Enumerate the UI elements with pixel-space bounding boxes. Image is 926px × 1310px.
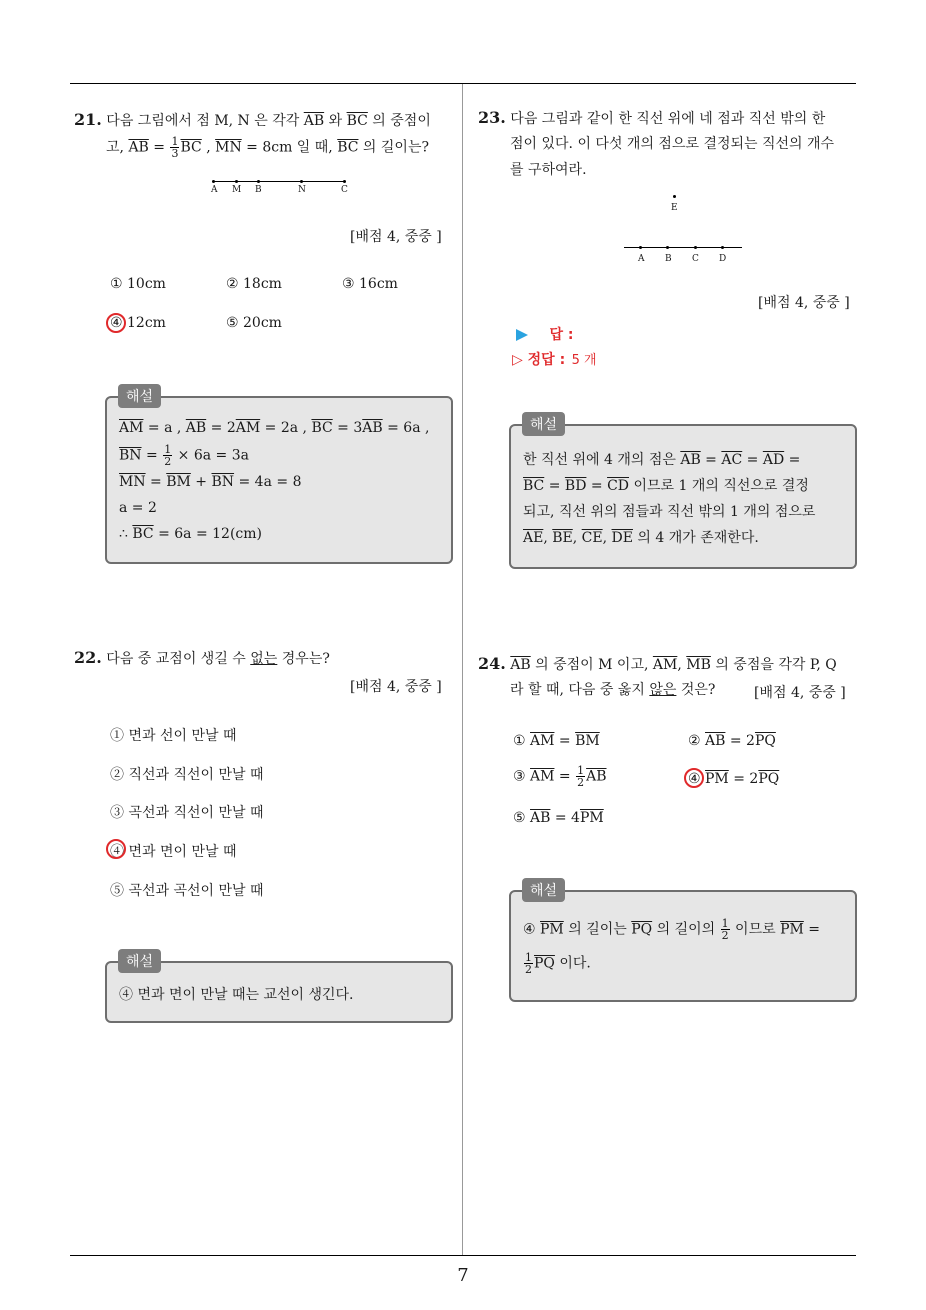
answer-circle-mark — [106, 313, 126, 333]
q21-exp-line5: ∴ $\overline{BC} = 6a = 12(cm)$ — [119, 526, 262, 542]
label-d: D — [719, 254, 727, 264]
fraction: $\frac{1}{2}$ — [577, 764, 585, 789]
point-d-dot — [721, 246, 724, 249]
q23-explanation-tag: 해설 — [522, 412, 565, 436]
point-b-dot — [257, 180, 260, 183]
point-c-dot — [343, 180, 346, 183]
point-b-dot — [666, 246, 669, 249]
q23-exp-line1: 한 직선 위에 4 개의 점은 $\overline{AB} = \overline{AC} = \overline{AD}$ = — [523, 452, 801, 468]
q21-exp-line1: $\overline{AM} = a$ , $\overline{AB} = 2\overline{AM} = 2a$ , $\overline{BC} = 3\overline{AB} = 6a$ , — [119, 420, 430, 436]
label-a: A — [638, 254, 645, 264]
q22-exp-line1: ④ 면과 면이 만날 때는 교선이 생긴다. — [119, 987, 354, 1003]
column-divider — [462, 84, 463, 1255]
segment-line — [213, 181, 345, 182]
q23-exp-line3: 되고, 직선 위의 점들과 직선 밖의 1 개의 점으로 — [523, 504, 816, 520]
top-rule — [70, 83, 856, 84]
q23-number: 23. — [478, 108, 506, 127]
q23-correct-row — [512, 349, 597, 369]
q22-choice-4[interactable]: ④ 면과 면이 만날 때 — [110, 844, 237, 860]
bottom-rule — [70, 1255, 856, 1256]
label-b: B — [665, 254, 672, 264]
point-a-dot — [639, 246, 642, 249]
correct-label: ▷ 정답 : — [512, 352, 566, 368]
q22-choice-2[interactable]: ② 직선과 직선이 만날 때 — [110, 767, 264, 783]
q23-line1: 23. 다음 그림과 같이 한 직선 위에 네 점과 직선 밖의 한 — [478, 108, 826, 127]
point-m-dot — [235, 180, 238, 183]
answer-label: 답 : — [549, 327, 574, 343]
q22-choice-1[interactable]: ① 면과 선이 만날 때 — [110, 728, 237, 744]
label-e: E — [671, 203, 678, 213]
q21-exp-line2: $\overline{BN}$ = $\frac{1}{2}$ × 6a = 3a — [119, 443, 249, 468]
q24-choice-5[interactable]: ⑤ $\overline{AB} = 4\overline{PM}$ — [513, 810, 604, 826]
q21-choice-1[interactable]: ① 10cm — [110, 276, 166, 292]
q23-score: [배점 4, 중중 ] — [758, 295, 850, 311]
q22-score: [배점 4, 중중 ] — [350, 679, 442, 695]
label-n: N — [298, 185, 306, 195]
q23-explanation-box — [509, 424, 857, 569]
q22-line1: 22. 다음 중 교점이 생길 수 없는 경우는? — [74, 648, 330, 667]
q24-choice-4[interactable]: ④ $\overline{PM} = 2\overline{PQ}$ — [688, 771, 780, 787]
q21-exp-line4: a = 2 — [119, 500, 157, 516]
fraction: $\frac{1}{2}$ — [525, 951, 532, 976]
correct-value: 5 개 — [571, 353, 597, 368]
q21-choice-5[interactable]: ⑤ 20cm — [226, 315, 282, 331]
label-c: C — [692, 254, 699, 264]
q22-choice-5[interactable]: ⑤ 곡선과 곡선이 만날 때 — [110, 883, 264, 899]
q24-choice-2[interactable]: ② $\overline{AB} = 2\overline{PQ}$ — [688, 733, 776, 749]
q24-line1: 24. $\overline{AB}$ 의 중점이 M 이고, $\overline{AM}$, $\overline{MB}$ 의 중점을 각각 P, Q — [478, 654, 837, 673]
q24-number: 24. — [478, 654, 506, 673]
point-e-dot — [673, 195, 676, 198]
label-m: M — [232, 185, 242, 195]
q23-line3: 를 구하여라. — [510, 162, 587, 178]
q24-line2: 라 할 때, 다음 중 옳지 않은 것은? — [510, 682, 716, 698]
play-triangle-icon — [515, 328, 529, 342]
q24-choice-3[interactable]: ③ $\overline{AM}$ = $\frac{1}{2}$ $\overline{AB}$ — [513, 764, 607, 789]
q21-choice-3[interactable]: ③ 16cm — [342, 276, 398, 292]
fraction: $\frac{1}{2}$ — [164, 443, 172, 468]
q21-number: 21. — [74, 110, 102, 129]
label-a: A — [211, 185, 218, 195]
q21-explanation-box — [105, 396, 453, 564]
q21-exp-line3: $\overline{MN} = \overline{BM} + \overline{BN} = 4a = 8$ — [119, 474, 302, 490]
q21-explanation-tag: 해설 — [118, 384, 161, 408]
page-number: 7 — [457, 1265, 469, 1286]
point-n-dot — [300, 180, 303, 183]
point-a-dot — [212, 180, 215, 183]
q21-choice-2[interactable]: ② 18cm — [226, 276, 282, 292]
q21-line2: 고, $\overline{AB}$ = $\frac{1}{3}$ $\overline{BC}$ , $\overline{MN} = 8cm$ 일 때, $\overline{BC}$ 의 길이는? — [106, 135, 429, 160]
q22-number: 22. — [74, 648, 102, 667]
q21-line1: 21. 다음 그림에서 점 M, N 은 각각 $\overline{AB}$ 와 $\overline{BC}$ 의 중점이 — [74, 110, 431, 129]
q22-explanation-tag: 해설 — [118, 949, 161, 973]
label-c: C — [341, 185, 348, 195]
label-b: B — [255, 185, 262, 195]
answer-circle-mark — [106, 839, 126, 859]
q24-exp-line2: $\frac{1}{2}$ $\overline{PQ}$ 이다. — [525, 951, 591, 976]
q24-score: [배점 4, 중중 ] — [754, 685, 846, 701]
q24-exp-line1: ④ $\overline{PM}$ 의 길이는 $\overline{PQ}$ 의 길이의 $\frac{1}{2}$ 이므로 $\overline{PM}$ = — [523, 917, 821, 942]
q24-choice-1[interactable]: ① $\overline{AM} = \overline{BM}$ — [513, 733, 600, 749]
answer-circle-mark — [684, 768, 704, 788]
q23-answer-row — [515, 324, 573, 344]
q24-explanation-tag: 해설 — [522, 878, 565, 902]
q23-exp-line4: $\overline{AE}$, $\overline{BE}$, $\overline{CE}$, $\overline{DE}$ 의 4 개가 존재한다. — [523, 530, 759, 546]
q24-explanation-box — [509, 890, 857, 1002]
q23-line2: 점이 있다. 이 다섯 개의 점으로 결정되는 직선의 개수 — [510, 136, 835, 152]
q22-choice-3[interactable]: ③ 곡선과 직선이 만날 때 — [110, 805, 264, 821]
q21-score: [배점 4, 중중 ] — [350, 229, 442, 245]
q21-choice-4[interactable]: ④ 12cm — [110, 315, 166, 331]
q23-exp-line2: $\overline{BC} = \overline{BD} = \overline{CD}$ 이므로 1 개의 직선으로 결정 — [523, 478, 809, 494]
fraction: $\frac{1}{2}$ — [721, 917, 729, 942]
fraction: $\frac{1}{3}$ — [171, 135, 179, 160]
point-c-dot — [694, 246, 697, 249]
